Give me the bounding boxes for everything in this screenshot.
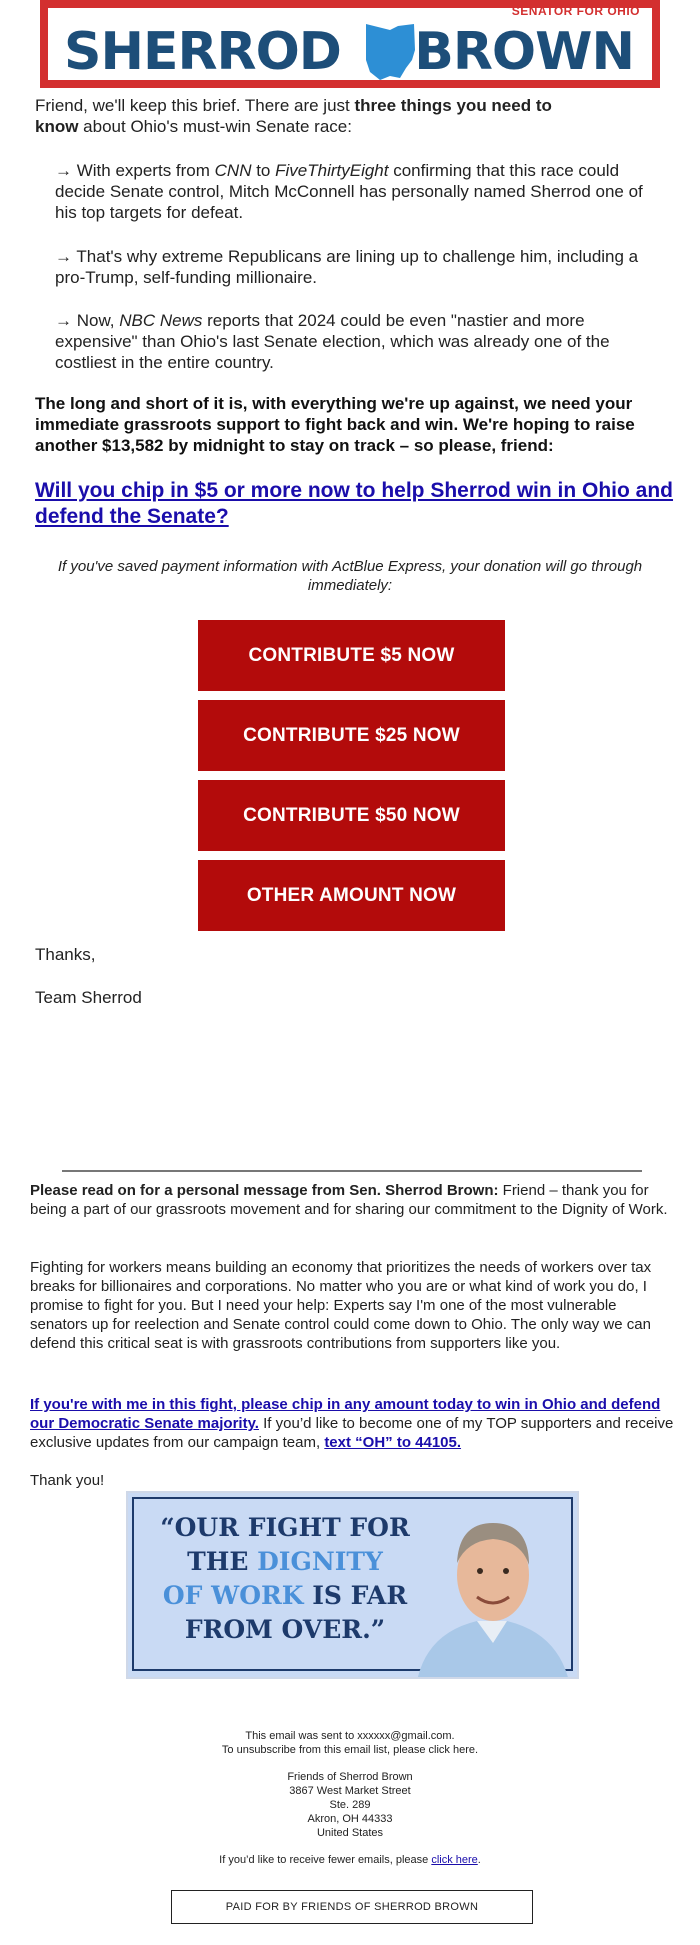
personal-message-ask: If you're with me in this fight, please chip in any amount today to win in Ohio and defend our Democratic Senate majority. If you’d like to become one of my TOP supporters and receive exclusive updates from our campaign team, text “OH” to 44105. — [30, 1396, 674, 1451]
chip-in-link[interactable]: If you're with me in this fight, please chip in any amount today to win in Ohio and defend our Democratic Senate majority. — [30, 1396, 661, 1432]
bullet-republicans: → That's why extreme Republicans are lining up to challenge him, including a pro-Trump, self-funding millionaire. — [55, 247, 639, 287]
personal-message-intro: Please read on for a personal message from Sen. Sherrod Brown: Friend – thank you for being a part of our grassroots movement and for sharing our commitment to the Dignity of Work. — [30, 1182, 668, 1218]
section-divider — [62, 1170, 642, 1172]
unsubscribe-link[interactable]: To unsubscribe from this email list, please click here. — [221, 1744, 479, 1756]
footer-notice: This email was sent to xxxxxx@gmail.com. To unsubscribe from this email list, please click here. — [0, 1729, 700, 1757]
logo-tagline: SENATOR FOR OHIO — [511, 4, 640, 18]
fundraising-goal-paragraph: The long and short of it is, with everything we're up against, we need your immediate grassroots support to fight back and win. We're hoping to raise another $13,582 by midnight to stay on track – so please, friend: — [35, 394, 635, 455]
actblue-note: If you've saved payment information with ActBlue Express, your donation will go through immediately: — [57, 558, 643, 594]
other-amount-button[interactable]: OTHER AMOUNT NOW — [198, 860, 505, 931]
fewer-emails-link[interactable]: click here — [431, 1854, 478, 1866]
ohio-state-icon — [360, 20, 422, 82]
contribute-5-button[interactable]: CONTRIBUTE $5 NOW — [198, 620, 505, 691]
logo-name-first: SHERROD — [64, 22, 341, 82]
footer-address: Friends of Sherrod Brown 3867 West Market Street Ste. 289 Akron, OH 44333 United States — [287, 1771, 413, 1839]
contribute-50-button[interactable]: CONTRIBUTE $50 NOW — [198, 780, 505, 851]
text-oh-link[interactable]: text “OH” to 44105. — [324, 1434, 462, 1451]
contribute-25-button[interactable]: CONTRIBUTE $25 NOW — [198, 700, 505, 771]
thank-you-text: Thank you! — [30, 1472, 105, 1489]
sherrod-portrait-icon — [407, 1493, 577, 1679]
bullet-cnn: → With experts from CNN to FiveThirtyEight confirming that this race could decide Senate control, Mitch McConnell has personally named Sherrod one of his top targets for defeat. — [55, 161, 643, 222]
paid-for-by-box: PAID FOR BY FRIENDS OF SHERROD BROWN — [171, 1890, 533, 1924]
intro-paragraph: Friend, we'll keep this brief. There are just three things you need to know about Ohio's must-win Senate race: — [35, 96, 552, 136]
personal-message-body: Fighting for workers means building an economy that prioritizes the needs of workers over tax breaks for billionaires and corporations. No matter who you are or what kind of work you do, I promise to fight for you. But I need your help: Experts say I'm one of the most vulnerable senators up for reelection and Senate control could come down to Ohio. The only way we can defend this critical seat is with grassroots contributions from supporters like you. — [30, 1259, 652, 1352]
logo-name-last: BROWN — [414, 22, 634, 82]
donate-ask-link[interactable]: Will you chip in $5 or more now to help Sherrod win in Ohio and defend the Senate? — [35, 479, 674, 528]
banner-quote: “OUR FIGHT FOR THE DIGNITY OF WORK IS FAR FROM OVER.” — [160, 1513, 410, 1644]
signoff-thanks: Thanks, — [35, 945, 96, 964]
footer-fewer-emails: If you’d like to receive fewer emails, please click here. — [219, 1854, 481, 1866]
campaign-logo — [40, 0, 660, 88]
bullet-nbc: → Now, NBC News reports that 2024 could be even "nastier and more expensive" than Ohio's last Senate election, which was already one of the costliest in the entire country. — [55, 311, 610, 372]
dignity-of-work-banner[interactable] — [126, 1491, 579, 1679]
signoff-team: Team Sherrod — [35, 988, 142, 1007]
